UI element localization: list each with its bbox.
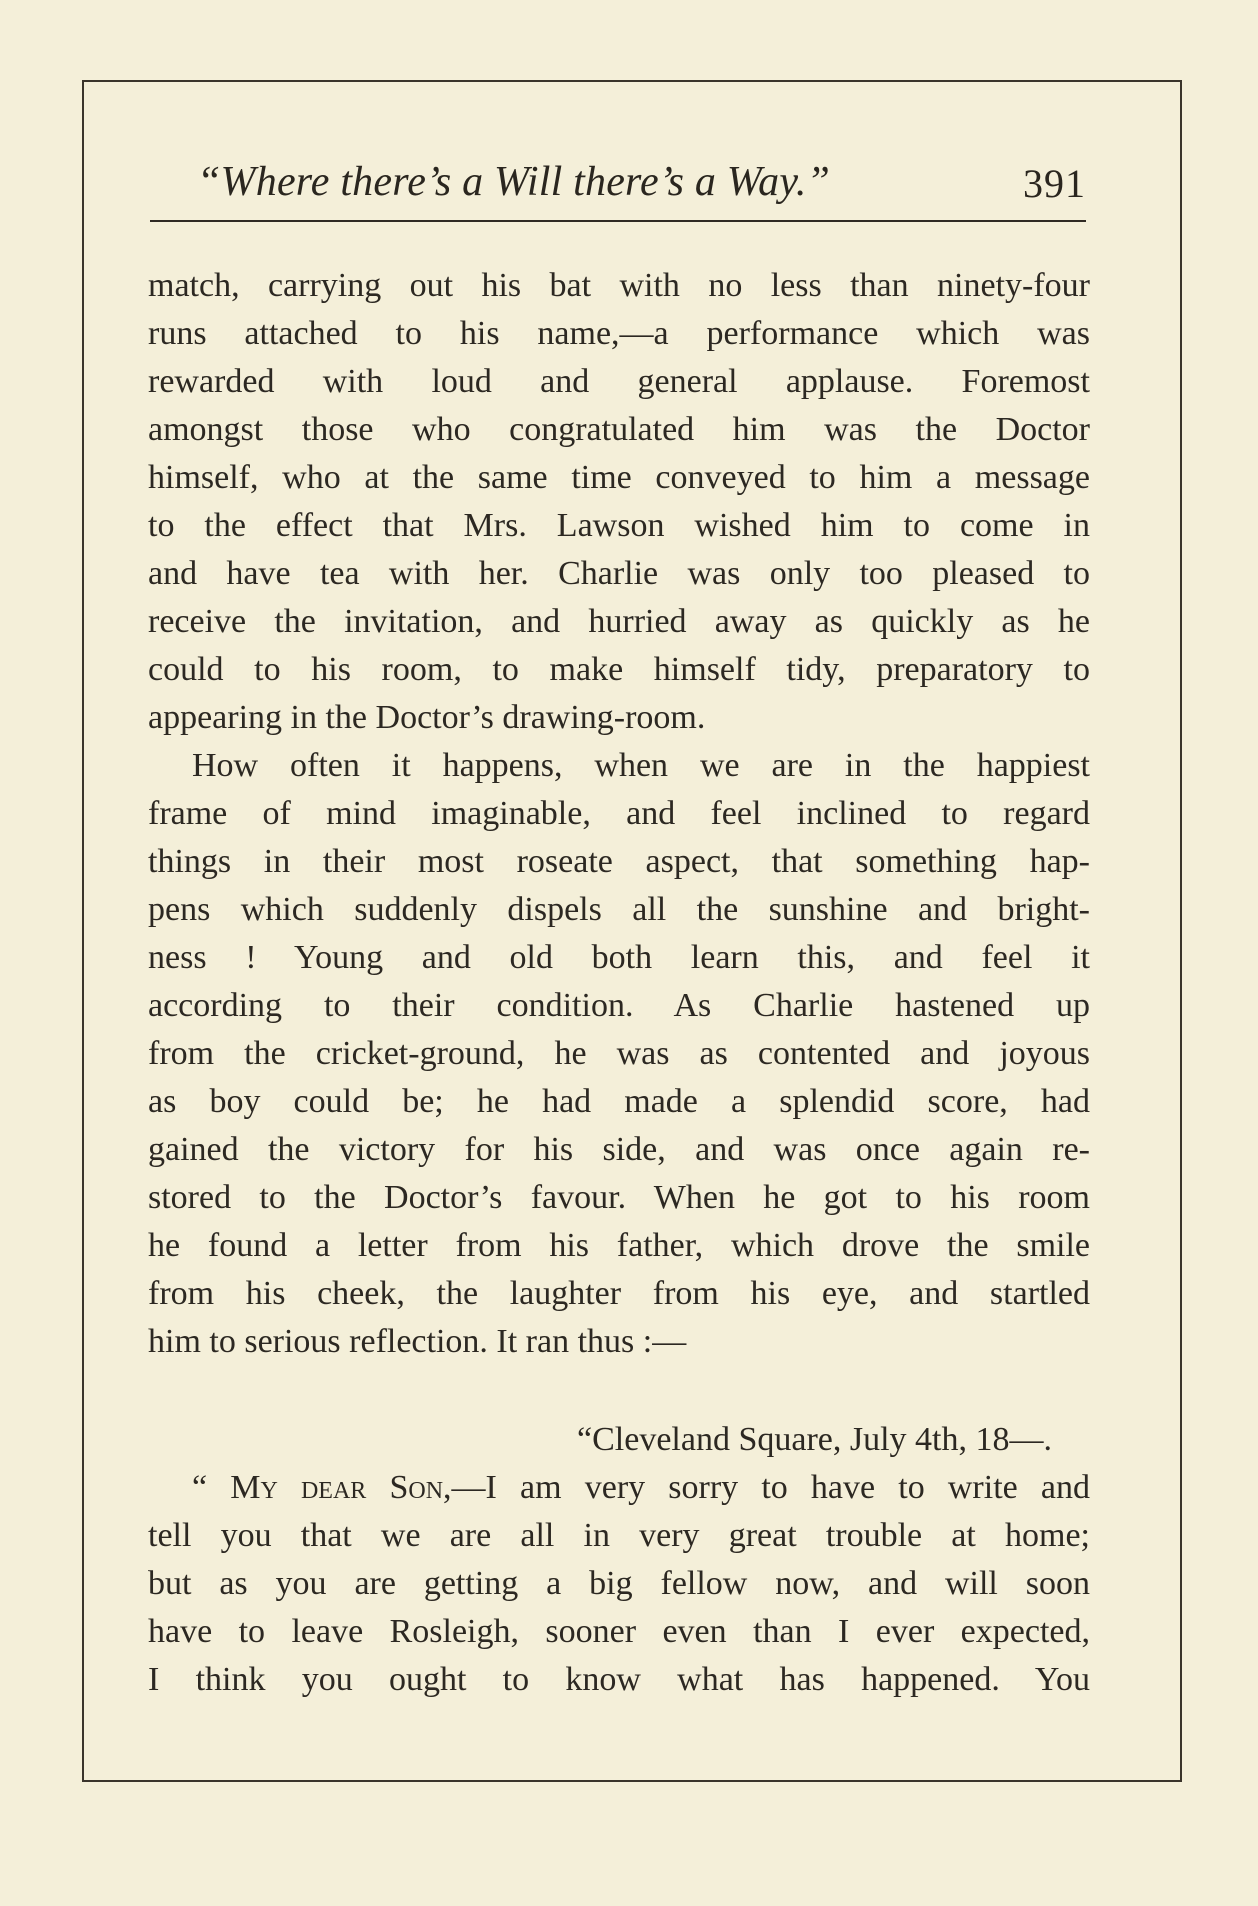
text-line: amongst those who congratulated him was the Doctor — [148, 411, 1090, 448]
text-line: and have tea with her. Charlie was only too pleased to — [148, 555, 1090, 592]
text-line: rewarded with loud and general applause. Foremost — [148, 363, 1090, 400]
text-line: have to leave Rosleigh, sooner even than I ever expected, — [148, 1613, 1090, 1650]
text-line: according to their condition. As Charlie hastened up — [148, 987, 1090, 1024]
salutation-rest: —I am very sorry to have to write and — [451, 1469, 1090, 1506]
text-line: pens which suddenly dispels all the sunshine and bright- — [148, 891, 1090, 928]
running-head: “Where there’s a Will there’s a Way.” — [197, 159, 831, 205]
page-number: 391 — [1023, 161, 1086, 206]
text-line: receive the invitation, and hurried away as quickly as he — [148, 603, 1090, 640]
text-line: gained the victory for his side, and was once again re- — [148, 1131, 1090, 1168]
text-line: things in their most roseate aspect, that something hap- — [148, 843, 1090, 880]
text-line: himself, who at the same time conveyed to him a message — [148, 459, 1090, 496]
salutation: My dear Son, — [230, 1469, 452, 1506]
text-line: runs attached to his name,—a performance which was — [148, 315, 1090, 352]
text-line: I think you ought to know what has happened. You — [148, 1661, 1090, 1698]
text-line: from his cheek, the laughter from his eye, and startled — [148, 1275, 1090, 1312]
text-line: as boy could be; he had made a splendid score, had — [148, 1083, 1090, 1120]
body-text — [148, 262, 1090, 1704]
section-spacer — [148, 1366, 1090, 1416]
letter — [148, 1416, 1090, 1704]
text-line: frame of mind imaginable, and feel inclined to regard — [148, 795, 1090, 832]
paragraph-2 — [148, 742, 1090, 1366]
paragraph-1 — [148, 262, 1090, 742]
text-line: appearing in the Doctor’s drawing-room. — [148, 699, 706, 736]
text-line: to the effect that Mrs. Lawson wished him to come in — [148, 507, 1090, 544]
text-line: match, carrying out his bat with no less than ninety-four — [148, 267, 1090, 304]
header-rule — [150, 220, 1086, 222]
salutation-open-quote: “ — [192, 1469, 231, 1506]
text-line: could to his room, to make himself tidy, preparatory to — [148, 651, 1090, 688]
text-line: ness ! Young and old both learn this, and feel it — [148, 939, 1090, 976]
letter-salutation-line — [148, 1464, 1090, 1512]
text-line: How often it happens, when we are in the happiest — [192, 747, 1090, 784]
letter-dateline: “Cleveland Square, July 4th, 18—. — [577, 1421, 1052, 1458]
text-line: tell you that we are all in very great trouble at home; — [148, 1517, 1090, 1554]
text-line: from the cricket-ground, he was as contented and joyous — [148, 1035, 1090, 1072]
text-line: he found a letter from his father, which drove the smile — [148, 1227, 1090, 1264]
text-line: stored to the Doctor’s favour. When he got to his room — [148, 1179, 1090, 1216]
text-line: him to serious reflection. It ran thus :— — [148, 1323, 687, 1360]
text-line: but as you are getting a big fellow now, and will soon — [148, 1565, 1090, 1602]
page-header — [150, 150, 1086, 222]
